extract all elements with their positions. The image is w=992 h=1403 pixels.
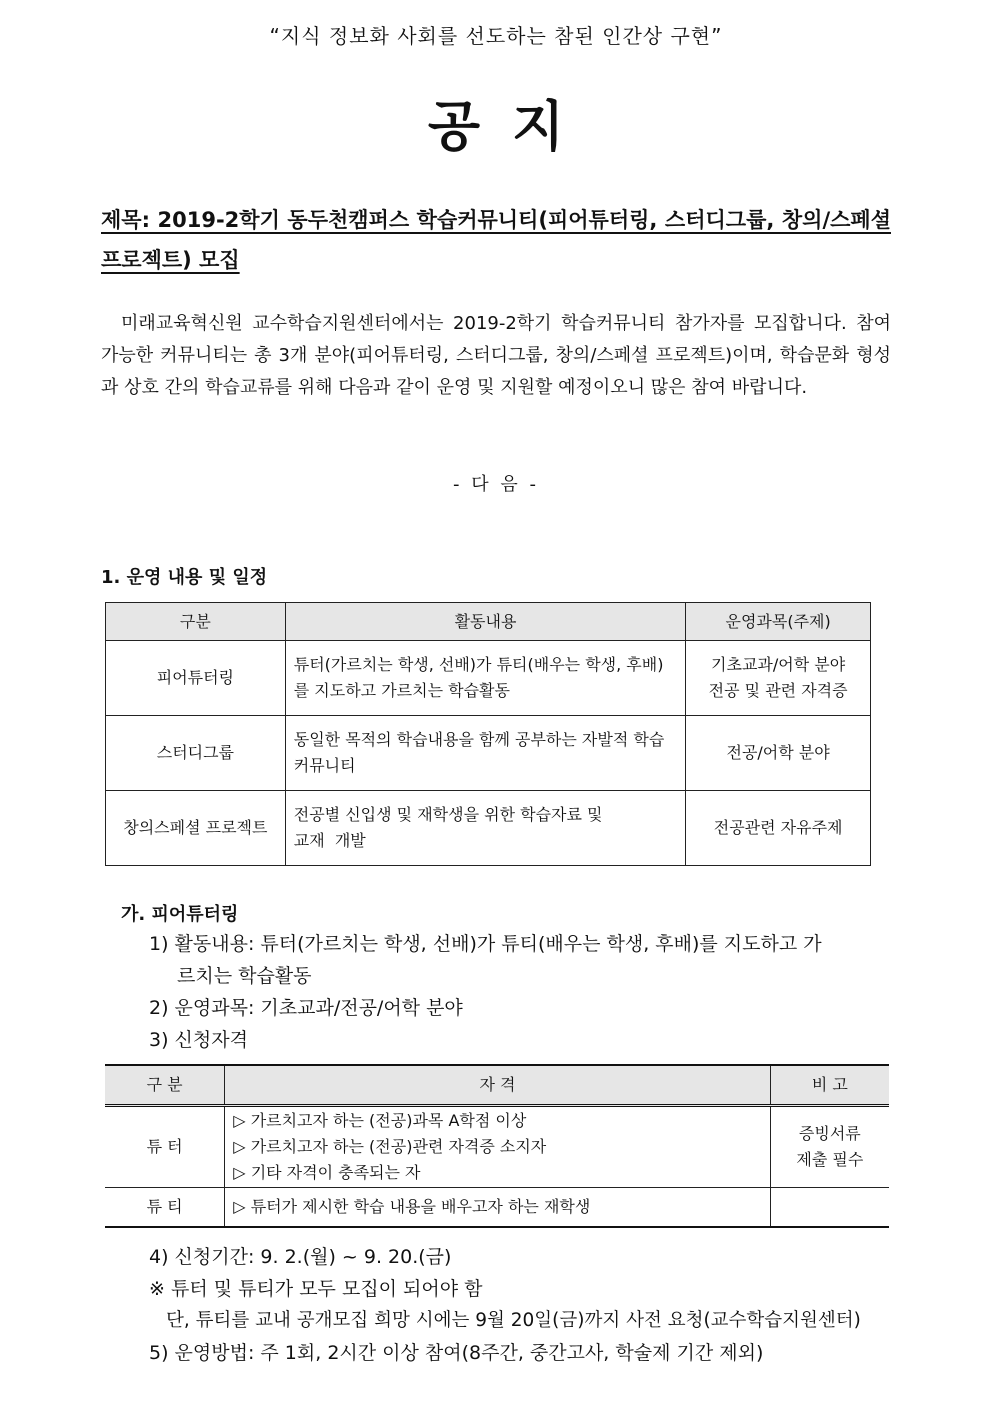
note-request: 단, 튜티를 교내 공개모집 희망 시에는 9월 20일(금)까지 사전 요청(교수학습지원센터): [166, 1310, 861, 1331]
table-cell-requirements: ▷ 튜터가 제시한 학습 내용을 배우고자 하는 재학생: [225, 1188, 770, 1228]
note-recruit: ※ 튜터 및 튜티가 모두 모집이 되어야 함: [149, 1278, 483, 1300]
table-header: 활동내용: [285, 603, 685, 641]
list-item-period: 4) 신청기간: 9. 2.(월) ~ 9. 20.(금): [149, 1246, 452, 1268]
table-header: 운영과목(주제): [686, 603, 871, 641]
note-line: 증빙서류: [798, 1124, 861, 1143]
following-marker: - 다 음 -: [453, 474, 539, 495]
list-item-activity: [149, 928, 891, 992]
requirement-line: ▷ 가르치고자 하는 (전공)과목 A학점 이상: [233, 1111, 527, 1130]
table-row: [106, 641, 871, 716]
requirement-line: ▷ 기타 자격이 충족되는 자: [233, 1163, 421, 1182]
activity-line: 교재 개발: [293, 831, 366, 850]
list-item-qualification: 3) 신청자격: [149, 1029, 248, 1051]
table-row: [105, 1106, 889, 1188]
table-cell-category: 피어튜터링: [106, 641, 286, 716]
section-heading-operations: 1. 운영 내용 및 일정: [101, 567, 268, 588]
table-cell-category: 스터디그룹: [106, 716, 286, 791]
table-row: [106, 716, 871, 791]
table-cell-subject: [686, 641, 871, 716]
list-item-method: 5) 운영방법: 주 1회, 2시간 이상 참여(8주간, 중간고사, 학술제 기간 제외): [149, 1342, 764, 1364]
table-header: 구분: [106, 603, 286, 641]
table-header: 구 분: [105, 1065, 225, 1106]
note-line: 제출 필수: [796, 1150, 864, 1169]
table-cell-subject: 전공/어학 분야: [686, 716, 871, 791]
table-header-row: [106, 603, 871, 641]
subject-heading: 제목: 2019-2학기 동두천캠퍼스 학습커뮤니티(피어튜터링, 스터디그룹, 창의/스페셜 프로젝트) 모집: [101, 208, 891, 272]
subject-line: 기초교과/어학 분야: [711, 655, 846, 674]
subject-line: 전공 및 관련 자격증: [708, 681, 848, 700]
table-cell-role: 튜 터: [105, 1106, 225, 1188]
table-row: [106, 791, 871, 866]
table-cell-category: 창의스페셜 프로젝트: [106, 791, 286, 866]
intro-paragraph: 미래교육혁신원 교수학습지원센터에서는 2019-2학기 학습커뮤니티 참가자를 모집합니다. 참여 가능한 커뮤니티는 총 3개 분야(피어튜터링, 스터디그룹, 창의/스페셜 프로젝트)이며, 학습문화 형성과 상호 간의 학습교류를 위해 다음과 같이 운영 및 지원할 예정이오니 많은 참여 바랍니다.: [101, 313, 891, 398]
list-item-subjects: 2) 운영과목: 기초교과/전공/어학 분야: [149, 997, 463, 1019]
item-line: 르치는 학습활동: [177, 965, 312, 987]
table-row: [105, 1188, 889, 1228]
table-cell-activity: 동일한 목적의 학습내용을 함께 공부하는 자발적 학습 커뮤니티: [285, 716, 685, 791]
table-cell-note: [770, 1106, 889, 1188]
operations-table: [105, 602, 871, 866]
sub-heading-peer-tutoring: 가. 피어튜터링: [121, 904, 239, 925]
requirement-line: ▷ 가르치고자 하는 (전공)관련 자격증 소지자: [233, 1137, 547, 1156]
qualification-table: [105, 1064, 889, 1228]
activity-line: 전공별 신입생 및 재학생을 위한 학습자료 및: [293, 805, 603, 824]
page-title: 공지: [427, 95, 597, 158]
table-cell-role: 튜 티: [105, 1188, 225, 1228]
table-header: 비 고: [770, 1065, 889, 1106]
table-cell-subject: 전공관련 자유주제: [686, 791, 871, 866]
table-cell-note: [770, 1188, 889, 1228]
table-header-row: [105, 1065, 889, 1106]
table-cell-requirements: [225, 1106, 770, 1188]
table-cell-activity: [285, 791, 685, 866]
table-cell-activity: 튜터(가르치는 학생, 선배)가 튜티(배우는 학생, 후배)를 지도하고 가르치는 학습활동: [285, 641, 685, 716]
table-header: 자 격: [225, 1065, 770, 1106]
item-line: 1) 활동내용: 튜터(가르치는 학생, 선배)가 튜티(배우는 학생, 후배)를 지도하고 가: [149, 933, 822, 955]
motto: “지식 정보화 사회를 선도하는 참된 인간상 구현”: [269, 24, 723, 48]
